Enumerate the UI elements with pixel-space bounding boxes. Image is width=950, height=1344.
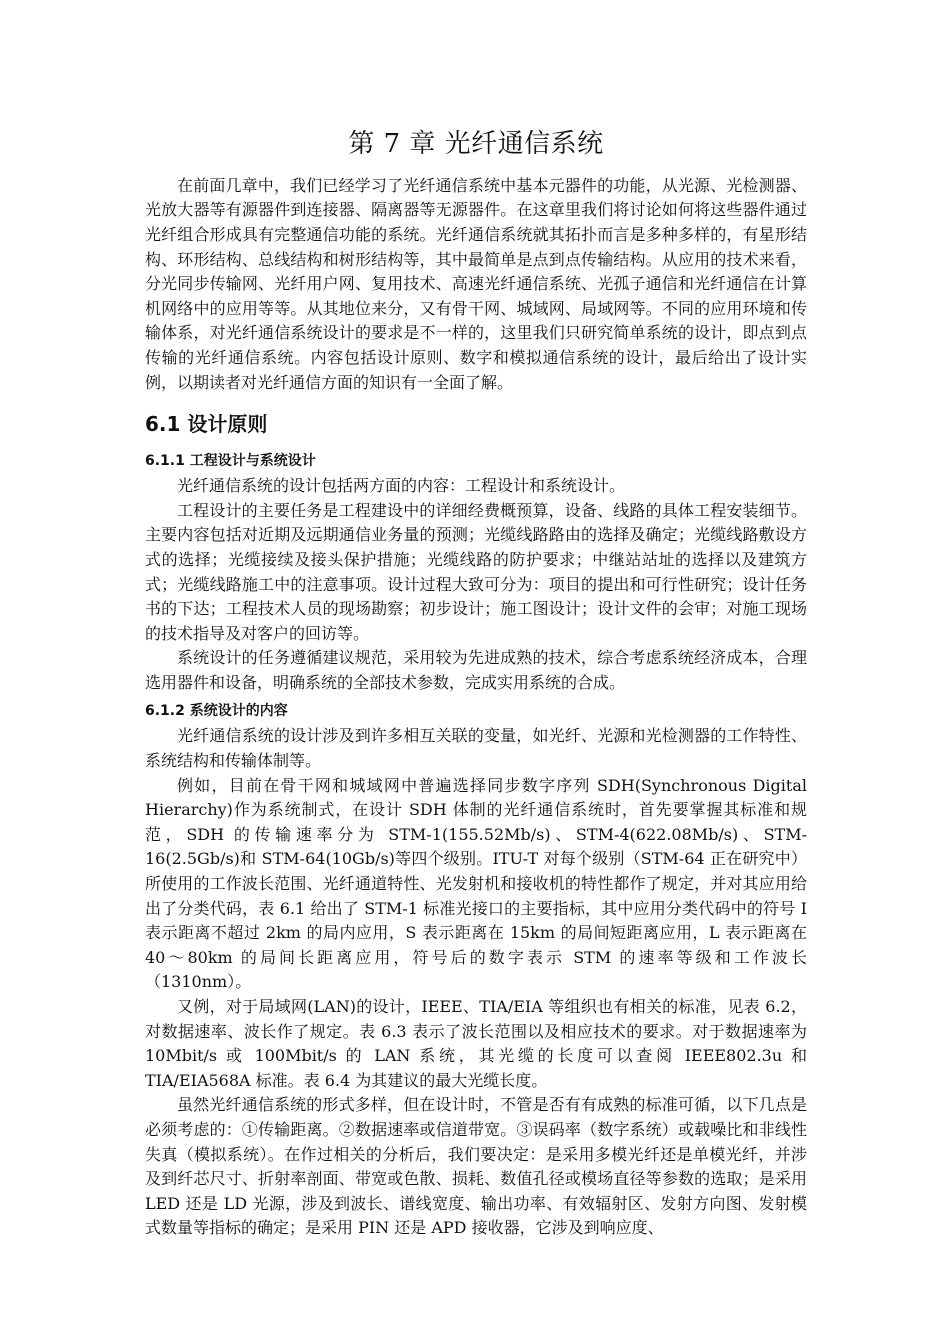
- paragraph-6-1-2-c: 又例，对于局域网(LAN)的设计，IEEE、TIA/EIA 等组织也有相关的标准，见表 6.2，对数据速率、波长作了规定。表 6.3 表示了波长范围以及相应技术的要求。对于数据速率为 10Mbit/s 或 100Mbit/s 的 LAN 系统，其光缆的长度可以查阅 IEEE802.3u 和 TIA/EIA568A 标准。表 6.4 为其建议的最大光缆长度。: [145, 997, 807, 1090]
- paragraph-6-1-1-a: 光纤通信系统的设计包括两方面的内容：工程设计和系统设计。: [177, 476, 626, 496]
- paragraph-6-1-2-d: 虽然光纤通信系统的形式多样，但在设计时，不管是否有有成熟的标准可循，以下几点是必须考虑的：①传输距离。②数据速率或信道带宽。③误码率（数字系统）或载噪比和非线性失真（模拟系统）。在作过相关的分析后，我们要决定：是采用多模光纤还是单模光纤，并涉及到纤芯尺寸、折射率剖面、带宽或色散、损耗、数值孔径或模场直径等参数的选取；是采用 LED 还是 LD 光源，涉及到波长、谱线宽度、输出功率、有效辐射区、发射方向图、发射模式数量等指标的确定；是采用 PIN 还是 APD 接收器，它涉及到响应度、: [145, 1095, 807, 1238]
- subsection-title-6-1-1: 6.1.1 工程设计与系统设计: [145, 453, 316, 470]
- paragraph-6-1-2-a: 光纤通信系统的设计涉及到许多相互关联的变量，如光纤、光源和光检测器的工作特性、系统结构和传输体制等。: [145, 726, 807, 771]
- subsection-title-6-1-2: 6.1.2 系统设计的内容: [145, 703, 288, 720]
- section-title-6-1: 6.1 设计原则: [145, 412, 268, 437]
- intro-paragraph: 在前面几章中，我们已经学习了光纤通信系统中基本元器件的功能，从光源、光检测器、光放大器等有源器件到连接器、隔离器等无源器件。在这章里我们将讨论如何将这些器件通过光纤组合形成具有完整通信功能的系统。光纤通信系统就其拓扑而言是多种多样的，有星形结构、环形结构、总线结构和树形结构等，其中最简单是点到点传输结构。从应用的技术来看，分光同步传输网、光纤用户网、复用技术、高速光纤通信系统、光孤子通信和光纤通信在计算机网络中的应用等等。从其地位来分，又有骨干网、城域网、局域网等。不同的应用环境和传输体系，对光纤通信系统设计的要求是不一样的，这里我们只研究简单系统的设计，即点到点传输的光纤通信系统。内容包括设计原则、数字和模拟通信系统的设计，最后给出了设计实例，以期读者对光纤通信方面的知识有一全面了解。: [145, 175, 807, 392]
- paragraph-6-1-1-c: 系统设计的任务遵循建议规范，采用较为先进成熟的技术，综合考虑系统经济成本，合理选用器件和设备，明确系统的全部技术参数，完成实用系统的合成。: [145, 648, 807, 692]
- paragraph-6-1-1-b: 工程设计的主要任务是工程建设中的详细经费概预算，设备、线路的具体工程安装细节。主要内容包括对近期及远期通信业务量的预测；光缆线路路由的选择及确定；光缆线路敷设方式的选择；光缆接续及接头保护措施；光缆线路的防护要求；中继站站址的选择以及建筑方式；光缆线路施工中的注意事项。设计过程大致可分为：项目的提出和可行性研究；设计任务书的下达；工程技术人员的现场勘察；初步设计；施工图设计；设计文件的会审；对施工现场的技术指导及对客户的回访等。: [145, 500, 807, 643]
- document-page: [145, 128, 807, 1241]
- paragraph-6-1-2-b: 例如，目前在骨干网和城域网中普遍选择同步数字序列 SDH(Synchronous Digital Hierarchy)作为系统制式，在设计 SDH 体制的光纤通信系统时，首先要掌握其标准和规范，SDH 的传输速率分为 STM-1(155.52Mb/s)、STM-4(622.08Mb/s)、STM-16(2.5Gb/s)和 STM-64(10Gb/s)等四个级别。ITU-T 对每个级别（STM-64 正在研究中）所使用的工作波长范围、光纤通道特性、光发射机和接收机的特性都作了规定，并对其应用给出了分类代码，表 6.1 给出了 STM-1 标准光接口的主要指标，其中应用分类代码中的符号 I 表示距离不超过 2km 的局内应用，S 表示距离在 15km 的局间短距离应用，L 表示距离在 40～80km 的局间长距离应用，符号后的数字表示 STM 的速率等级和工作波长（1310nm）。: [145, 775, 807, 992]
- chapter-title: 第 7 章 光纤通信系统: [348, 129, 604, 159]
